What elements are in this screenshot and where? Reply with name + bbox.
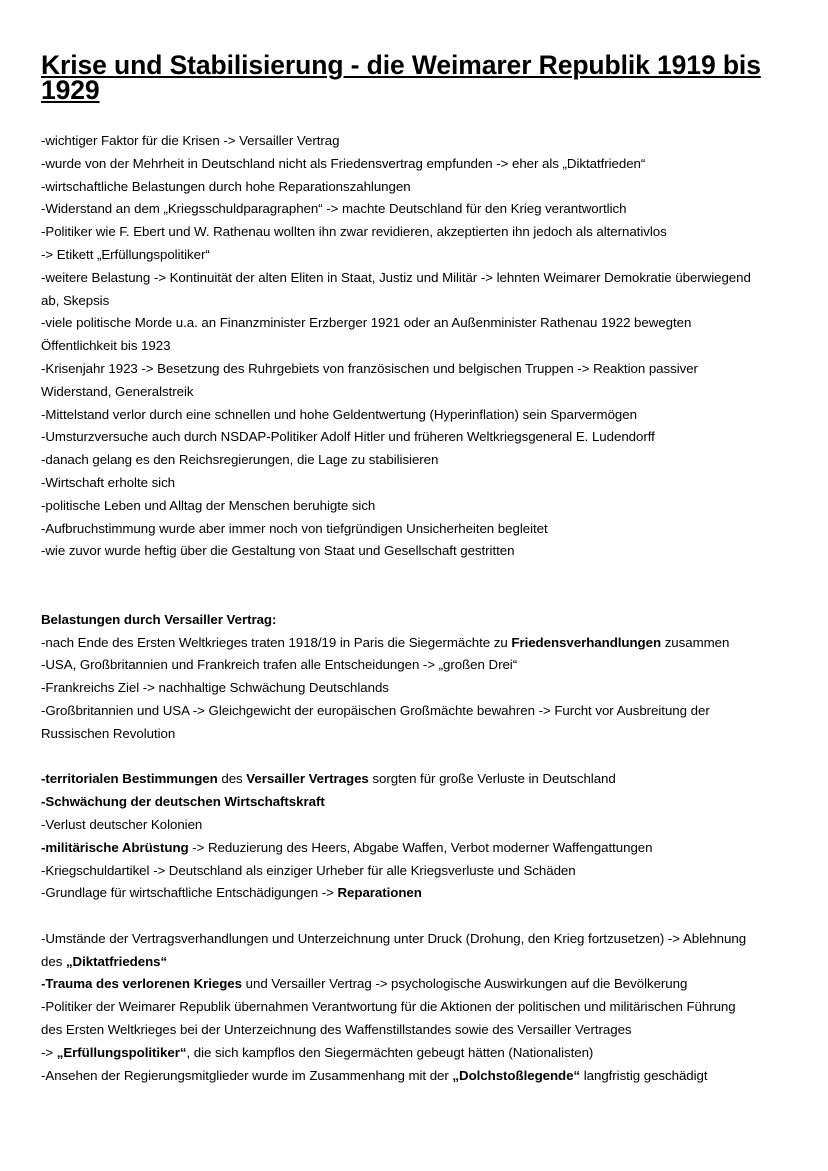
closing-line: -Politiker der Weimarer Republik übernahmen Verantwortung für die Aktionen der politischen und militärischen Führung <box>41 999 736 1015</box>
closing-line <box>41 951 791 974</box>
document-body <box>41 130 791 1087</box>
section-line: -Frankreichs Ziel -> nachhaltige Schwächung Deutschlands <box>41 680 389 696</box>
terms-bold: Reparationen <box>337 885 422 901</box>
spacer <box>41 905 791 928</box>
terms-line <box>41 768 791 791</box>
section-line: Russischen Revolution <box>41 725 176 741</box>
intro-line: -danach gelang es den Reichsregierungen, die Lage zu stabilisieren <box>41 452 439 468</box>
terms-text: -Grundlage für wirtschaftliche Entschädigungen -> <box>41 885 338 901</box>
closing-line <box>41 973 791 996</box>
closing-text: -> <box>41 1044 57 1060</box>
closing-line: des Ersten Weltkrieges bei der Unterzeichnung des Waffenstillstandes sowie des Versailler Vertrages <box>41 1022 632 1038</box>
page-title <box>41 50 791 105</box>
spacer <box>41 746 791 769</box>
intro-line: -politische Leben und Alltag der Menschen beruhigte sich <box>41 497 376 513</box>
terms-text: des <box>217 771 247 787</box>
intro-line: Widerstand, Generalstreik <box>41 383 194 399</box>
section-heading: Belastungen durch Versailler Vertrag: <box>41 611 277 627</box>
intro-line: -weitere Belastung -> Kontinuität der alten Eliten in Staat, Justiz und Militär -> lehnten Weimarer Demokratie überwiegend <box>41 269 751 285</box>
section-bold-term: Friedensverhandlungen <box>511 634 662 650</box>
versailles-section <box>41 609 791 746</box>
intro-line: -Umsturzversuche auch durch NSDAP-Politiker Adolf Hitler und früheren Weltkriegsgeneral E. Ludendorff <box>41 429 655 445</box>
terms-list <box>41 768 791 905</box>
terms-bold: -militärische Abrüstung <box>41 839 189 855</box>
document-page <box>41 50 791 1087</box>
closing-text: und Versailler Vertrag -> psychologische Auswirkungen auf die Bevölkerung <box>242 976 688 992</box>
intro-line: -wichtiger Faktor für die Krisen -> Versailler Vertrag <box>41 133 340 148</box>
terms-bold: Versailler Vertrages <box>246 771 369 787</box>
intro-line: -> Etikett „Erfüllungspolitiker“ <box>41 246 210 262</box>
section-line: -USA, Großbritannien und Frankreich trafen alle Entscheidungen -> „großen Drei“ <box>41 657 518 673</box>
intro-line: -Widerstand an dem „Kriegsschuldparagraphen“ -> machte Deutschland für den Krieg verantwortlich <box>41 201 627 217</box>
intro-line: -viele politische Morde u.a. an Finanzminister Erzberger 1921 oder an Außenminister Rathenau 1922 bewegten <box>41 315 692 331</box>
intro-line: -Wirtschaft erholte sich <box>41 474 176 490</box>
intro-line: -wurde von der Mehrheit in Deutschland nicht als Friedensvertrag empfunden -> eher als „Diktatfrieden“ <box>41 155 646 171</box>
terms-line: -Verlust deutscher Kolonien <box>41 816 203 832</box>
intro-line: -wirtschaftliche Belastungen durch hohe Reparationszahlungen <box>41 178 411 194</box>
closing-bold: „Dolchstoßlegende“ <box>452 1067 581 1083</box>
closing-line <box>41 1065 791 1088</box>
closing-line <box>41 1042 791 1065</box>
terms-line <box>41 791 791 814</box>
closing-text: langfristig geschädigt <box>580 1067 708 1083</box>
terms-text: sorgten für große Verluste in Deutschland <box>368 771 616 787</box>
intro-list <box>41 130 791 563</box>
title-line-2: 1929 <box>41 75 100 105</box>
terms-bold: -territorialen Bestimmungen <box>41 771 218 787</box>
intro-line: -Krisenjahr 1923 -> Besetzung des Ruhrgebiets von französischen und belgischen Truppen -> Reaktion passiver <box>41 360 698 376</box>
spacer <box>41 563 791 609</box>
closing-text: , die sich kampflos den Siegermächten gebeugt hätten (Nationalisten) <box>186 1044 594 1060</box>
intro-line: -Mittelstand verlor durch eine schnellen und hohe Geldentwertung (Hyperinflation) sein Sparvermögen <box>41 406 637 422</box>
intro-line: -Aufbruchstimmung wurde aber immer noch von tiefgründigen Unsicherheiten begleitet <box>41 520 548 536</box>
terms-bold: -Schwächung der deutschen Wirtschaftskraft <box>41 794 325 810</box>
section-line: -Großbritannien und USA -> Gleichgewicht der europäischen Großmächte bewahren -> Furcht vor Ausbreitung der <box>41 702 710 718</box>
terms-line <box>41 837 791 860</box>
title-line-1: Krise und Stabilisierung - die Weimarer Republik 1919 bis <box>41 50 761 80</box>
terms-text: -> Reduzierung des Heers, Abgabe Waffen, Verbot moderner Waffengattungen <box>188 839 653 855</box>
closing-list <box>41 928 791 1088</box>
section-text: -nach Ende des Ersten Weltkrieges traten 1918/19 in Paris die Siegermächte zu <box>41 634 512 650</box>
terms-line <box>41 882 791 905</box>
section-text: zusammen <box>661 634 730 650</box>
closing-text: des <box>41 953 66 969</box>
closing-bold: „Erfüllungspolitiker“ <box>56 1044 187 1060</box>
section-line <box>41 632 791 655</box>
closing-bold: -Trauma des verlorenen Krieges <box>41 976 242 992</box>
intro-line: -wie zuvor wurde heftig über die Gestaltung von Staat und Gesellschaft gestritten <box>41 543 515 559</box>
intro-line: -Politiker wie F. Ebert und W. Rathenau wollten ihn zwar revidieren, akzeptierten ihn jedoch als alternativlos <box>41 224 667 240</box>
intro-line: ab, Skepsis <box>41 292 110 308</box>
closing-text: -Ansehen der Regierungsmitglieder wurde im Zusammenhang mit der <box>41 1067 453 1083</box>
closing-bold: „Diktatfriedens“ <box>65 953 168 969</box>
closing-line: -Umstände der Vertragsverhandlungen und Unterzeichnung unter Druck (Drohung, den Krieg fortzusetzen) -> Ablehnung <box>41 930 747 946</box>
terms-line: -Kriegschuldartikel -> Deutschland als einziger Urheber für alle Kriegsverluste und Schäden <box>41 862 576 878</box>
intro-line: Öffentlichkeit bis 1923 <box>41 338 171 354</box>
